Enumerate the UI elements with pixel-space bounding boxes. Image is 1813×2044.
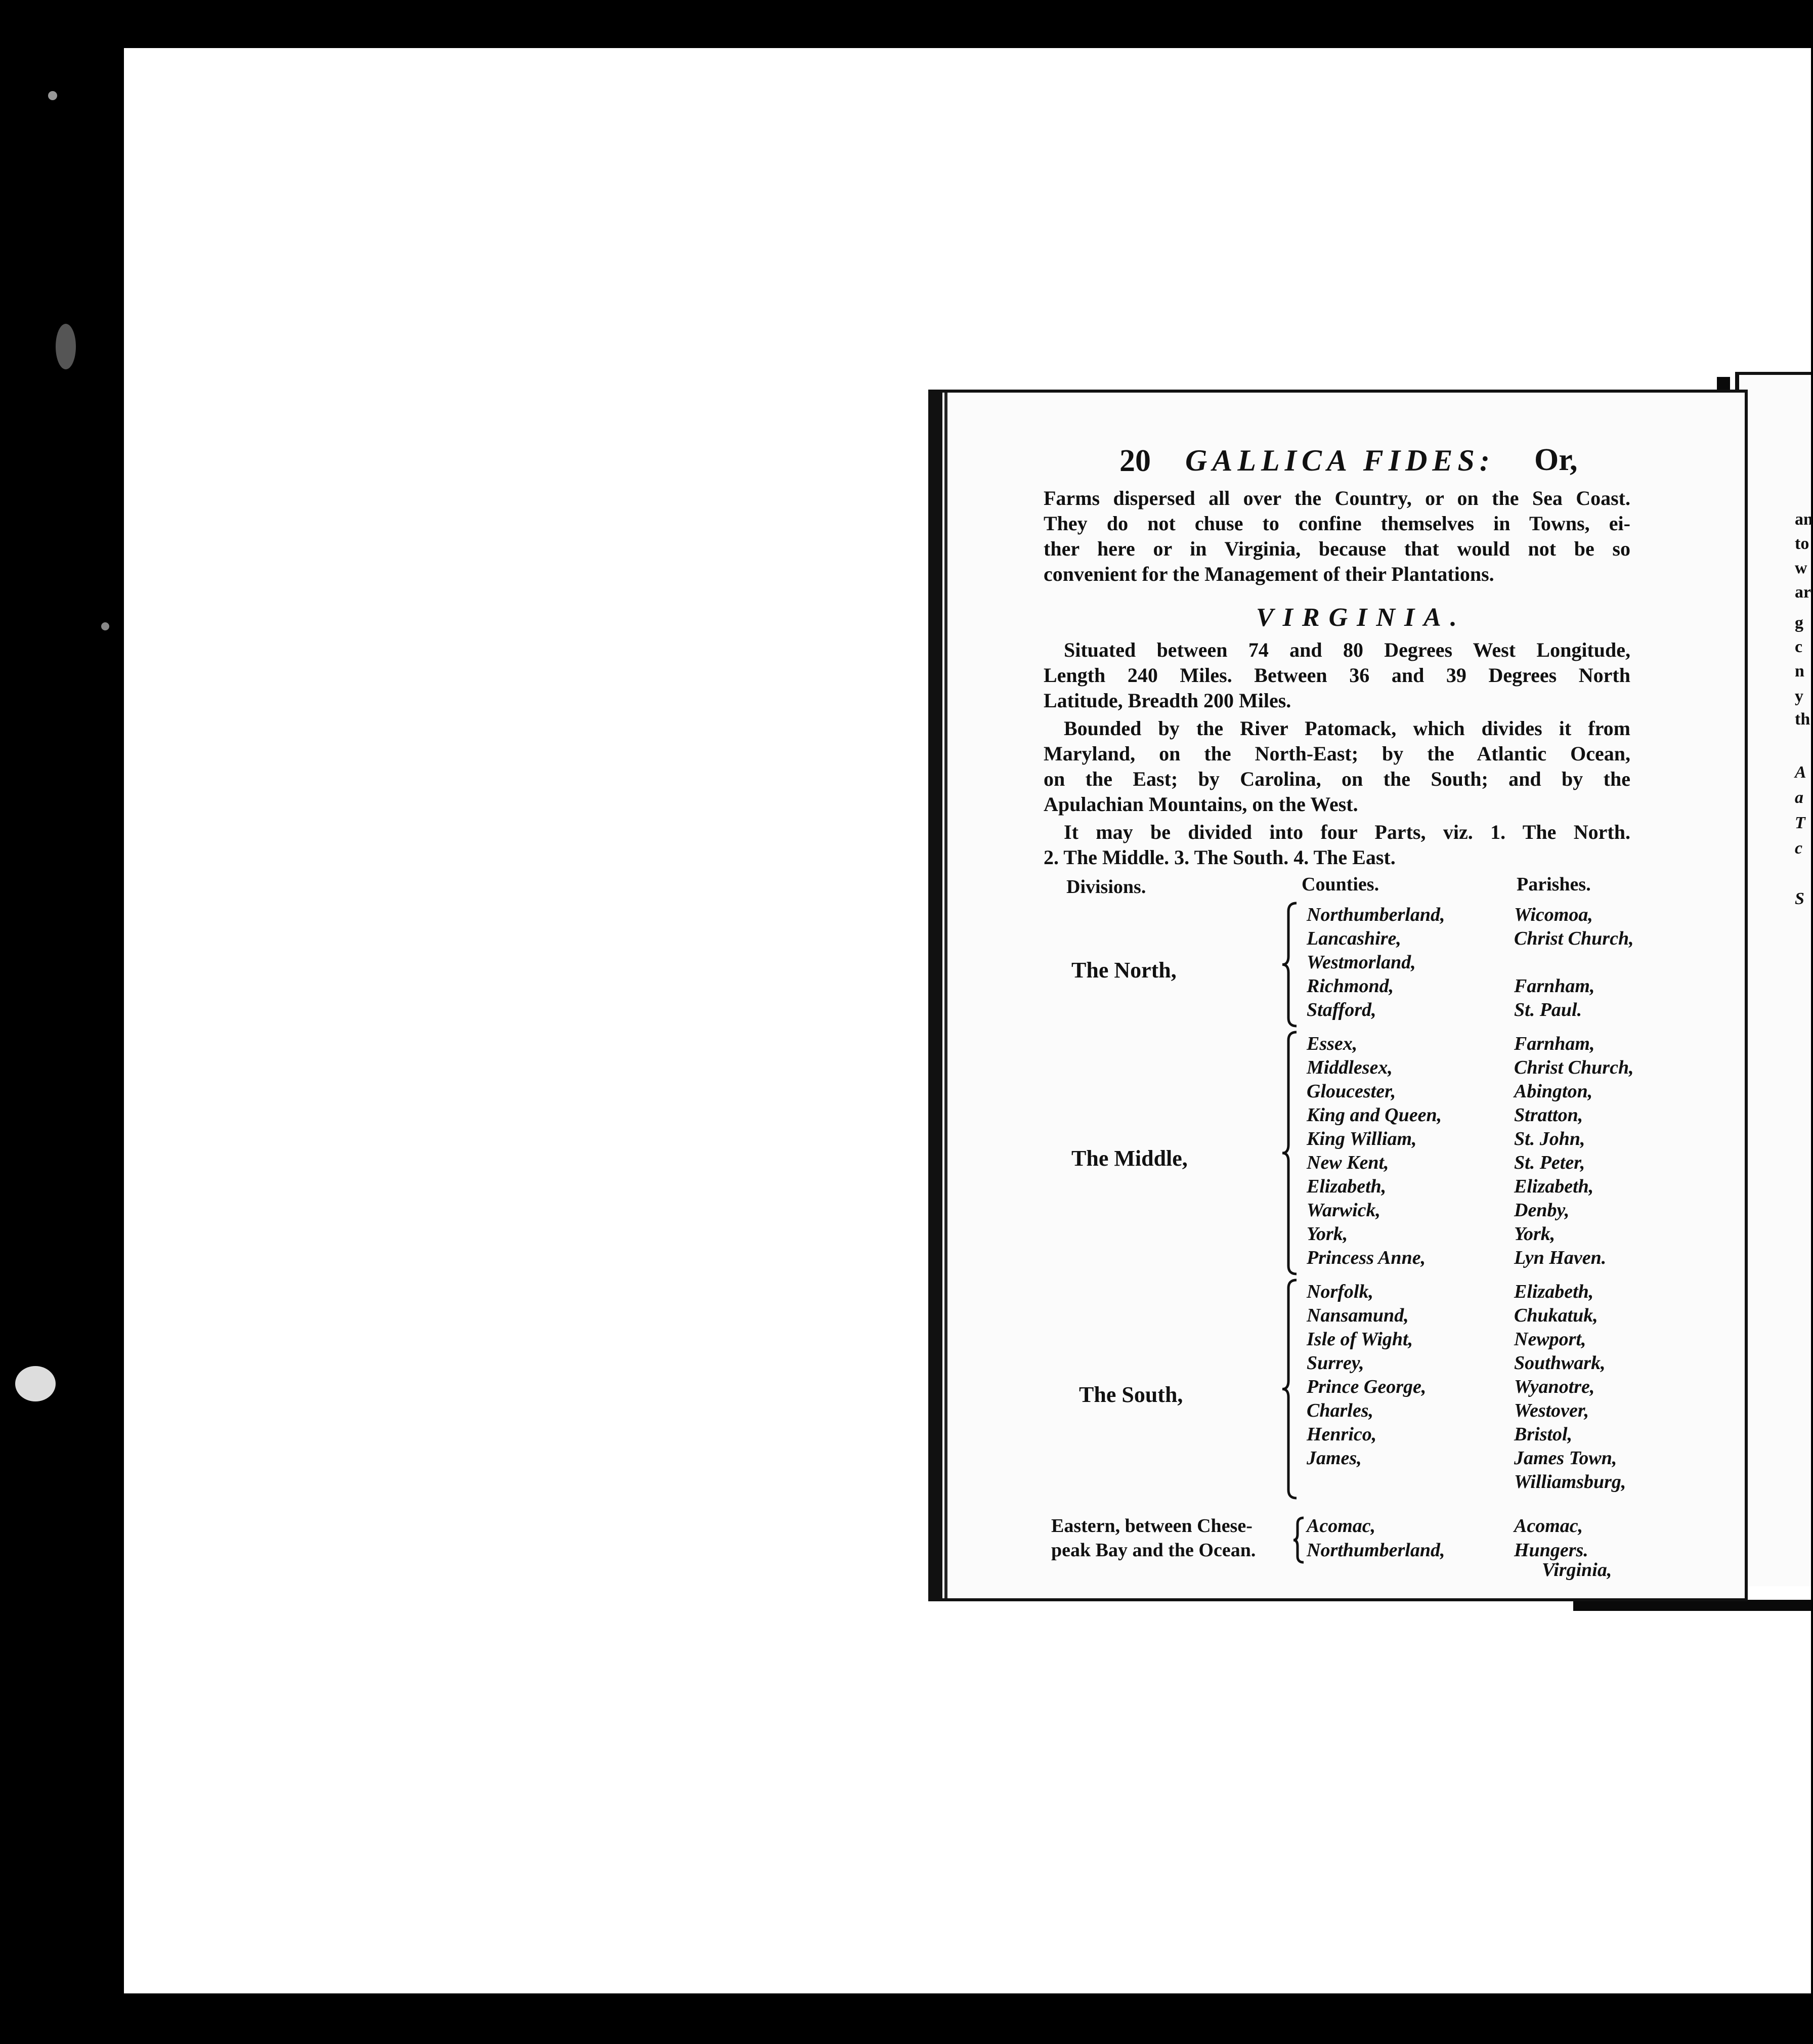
- parish-cell: St. Peter,: [1514, 1152, 1585, 1173]
- county-cell: York,: [1307, 1223, 1348, 1245]
- parishes-header: Parishes.: [1517, 874, 1591, 895]
- intro-line: They do not chuse to confine themselves in Towns, ei-: [1044, 512, 1630, 535]
- facing-page-fragment: n: [1795, 662, 1804, 680]
- county-cell: Lancashire,: [1307, 928, 1401, 949]
- body-line: on the East; by Carolina, on the South; and by the: [1044, 768, 1630, 790]
- parish-cell: Hungers.: [1514, 1540, 1588, 1561]
- curly-brace: [1280, 1278, 1301, 1500]
- running-title-suffix: Or,: [1534, 443, 1578, 477]
- facing-page-fragment: T: [1795, 814, 1805, 832]
- eastern-label-line2: peak Bay and the Ocean.: [1051, 1540, 1256, 1561]
- body-line: Maryland, on the North-East; by the Atlantic Ocean,: [1044, 742, 1630, 765]
- parish-cell: Christ Church,: [1514, 928, 1634, 949]
- parish-cell: Abington,: [1514, 1081, 1593, 1102]
- county-cell: Charles,: [1307, 1400, 1373, 1421]
- county-cell: Essex,: [1307, 1033, 1358, 1054]
- county-cell: Westmorland,: [1307, 952, 1416, 973]
- parish-cell: Bristol,: [1514, 1424, 1573, 1445]
- scan-speck: [56, 324, 76, 369]
- parish-cell: Lyn Haven.: [1514, 1247, 1607, 1268]
- facing-page-fragment: an: [1795, 510, 1813, 529]
- parish-cell: Newport,: [1514, 1329, 1586, 1350]
- parish-cell: Elizabeth,: [1514, 1281, 1594, 1302]
- parish-cell: Wyanotre,: [1514, 1376, 1595, 1397]
- parish-cell: Chukatuk,: [1514, 1305, 1598, 1326]
- parish-cell: Christ Church,: [1514, 1057, 1634, 1078]
- curly-brace: [1280, 1030, 1301, 1276]
- facing-page-fragment: to: [1795, 534, 1809, 553]
- parish-cell: St. John,: [1514, 1128, 1585, 1149]
- county-cell: Norfolk,: [1307, 1281, 1373, 1302]
- facing-page-fragment: ar: [1795, 583, 1811, 602]
- scan-speck: [48, 91, 57, 100]
- county-cell: Northumberland,: [1307, 1540, 1445, 1561]
- county-cell: Henrico,: [1307, 1424, 1377, 1445]
- county-cell: King William,: [1307, 1128, 1417, 1149]
- running-title: GALLICA FIDES:: [1185, 444, 1495, 477]
- intro-line: Farms dispersed all over the Country, or on the Sea Coast.: [1044, 487, 1630, 509]
- scan-speck: [101, 622, 109, 630]
- facing-page-fragment: c: [1795, 637, 1803, 656]
- parish-cell: Denby,: [1514, 1200, 1570, 1221]
- county-cell: New Kent,: [1307, 1152, 1389, 1173]
- body-line: It may be divided into four Parts, viz. 1. The North.: [1064, 821, 1630, 843]
- body-line: Situated between 74 and 80 Degrees West Longitude,: [1064, 638, 1630, 661]
- county-cell: Prince George,: [1307, 1376, 1427, 1397]
- scan-speck: [15, 1366, 56, 1401]
- intro-line: convenient for the Management of their Plantations.: [1044, 563, 1494, 585]
- county-cell: Acomac,: [1307, 1515, 1376, 1537]
- facing-page-fragment: S: [1795, 889, 1804, 908]
- eastern-label-line1: Eastern, between Chese-: [1051, 1515, 1253, 1537]
- catchword: Virginia,: [1542, 1559, 1612, 1581]
- facing-page-fragment: w: [1795, 559, 1807, 577]
- county-cell: Warwick,: [1307, 1200, 1381, 1221]
- parish-cell: Williamsburg,: [1514, 1471, 1626, 1493]
- division-label: The Middle,: [1071, 1146, 1188, 1171]
- county-cell: Princess Anne,: [1307, 1247, 1426, 1268]
- counties-header: Counties.: [1302, 874, 1379, 895]
- parish-cell: Elizabeth,: [1514, 1176, 1594, 1197]
- body-line: Apulachian Mountains, on the West.: [1044, 793, 1358, 816]
- parish-cell: Acomac,: [1514, 1515, 1583, 1537]
- county-cell: Surrey,: [1307, 1352, 1364, 1374]
- body-line: Latitude, Breadth 200 Miles.: [1044, 689, 1291, 712]
- county-cell: Nansamund,: [1307, 1305, 1409, 1326]
- body-line: Bounded by the River Patomack, which divides it from: [1064, 717, 1630, 740]
- parish-cell: Stratton,: [1514, 1104, 1583, 1126]
- book-page: [928, 390, 1748, 1601]
- county-cell: Elizabeth,: [1307, 1176, 1387, 1197]
- parish-cell: St. Paul.: [1514, 999, 1582, 1020]
- facing-page-fragment: g: [1795, 614, 1803, 632]
- facing-page-fragment: A: [1795, 763, 1806, 782]
- intro-line: ther here or in Virginia, because that would not be so: [1044, 537, 1630, 560]
- division-label: The South,: [1079, 1382, 1183, 1407]
- county-cell: Isle of Wight,: [1307, 1329, 1413, 1350]
- facing-page-fragment: th: [1795, 710, 1810, 729]
- county-cell: Gloucester,: [1307, 1081, 1396, 1102]
- parish-cell: Westover,: [1514, 1400, 1589, 1421]
- county-cell: Middlesex,: [1307, 1057, 1393, 1078]
- parish-cell: Farnham,: [1514, 1033, 1595, 1054]
- parish-cell: Farnham,: [1514, 975, 1595, 997]
- county-cell: Stafford,: [1307, 999, 1376, 1020]
- curly-brace: [1280, 901, 1301, 1028]
- parish-cell: James Town,: [1514, 1447, 1617, 1469]
- parish-cell: Southwark,: [1514, 1352, 1606, 1374]
- body-line: Length 240 Miles. Between 36 and 39 Degrees North: [1044, 664, 1630, 687]
- page-shadow: [1573, 1600, 1811, 1611]
- division-label: The North,: [1071, 957, 1177, 983]
- county-cell: James,: [1307, 1447, 1362, 1469]
- parish-cell: Wicomoa,: [1514, 904, 1593, 925]
- facing-page-fragment: a: [1795, 788, 1803, 807]
- county-cell: King and Queen,: [1307, 1104, 1442, 1126]
- facing-page-fragment: y: [1795, 687, 1803, 706]
- county-cell: Richmond,: [1307, 975, 1394, 997]
- page-number: 20: [1119, 444, 1151, 478]
- section-title: VIRGINIA.: [1256, 603, 1466, 632]
- divisions-header: Divisions.: [1066, 876, 1146, 898]
- county-cell: Northumberland,: [1307, 904, 1445, 925]
- body-line: 2. The Middle. 3. The South. 4. The East.: [1044, 846, 1396, 869]
- curly-brace: [1291, 1516, 1307, 1564]
- parish-cell: York,: [1514, 1223, 1556, 1245]
- facing-page-fragment: c: [1795, 839, 1803, 858]
